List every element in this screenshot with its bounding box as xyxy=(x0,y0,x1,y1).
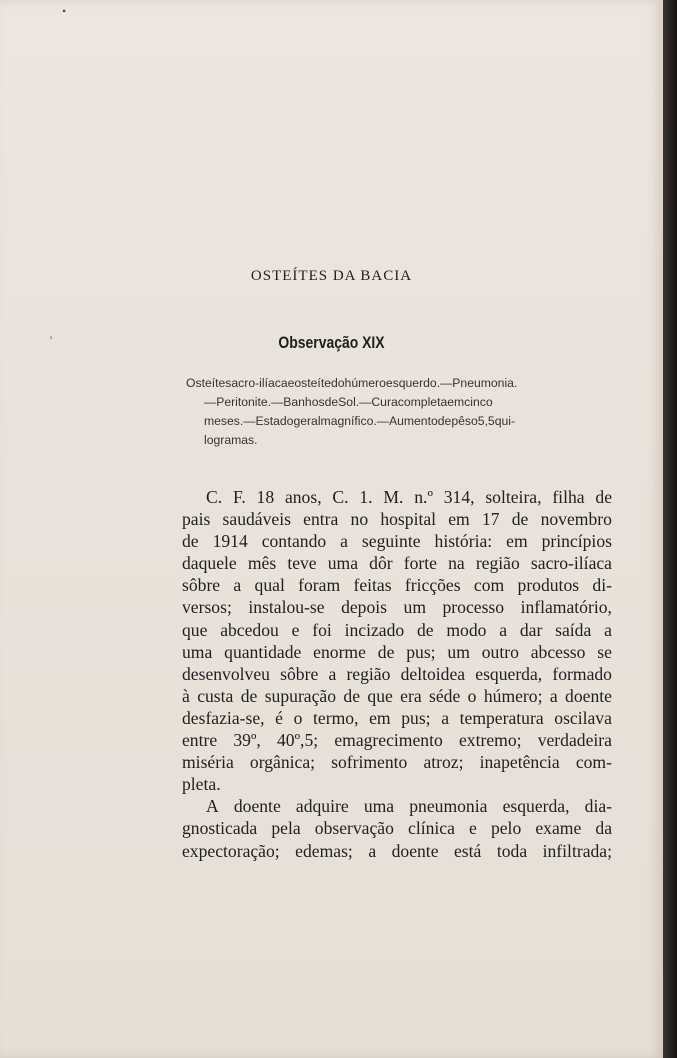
case-text xyxy=(182,486,612,862)
body-line: miséria orgânica; sofrimento atroz; inapetência com- xyxy=(182,752,612,773)
body-line: versos; instalou-se depois um processo inflamatório, xyxy=(182,597,612,618)
body-line: daquele mês teve uma dôr forte na região sacro-ilíaca xyxy=(182,553,612,574)
body-line: de 1914 contando a seguinte história: em princípios xyxy=(182,531,612,552)
body-line: expectoração; edemas; a doente está toda infiltrada; xyxy=(182,840,612,861)
body-line: à custa de supuração de que era séde o húmero; a doente xyxy=(182,685,612,706)
body-line: sôbre a qual foram feitas fricções com produtos di- xyxy=(182,575,612,596)
case-summary xyxy=(186,374,612,450)
page-speck: • xyxy=(62,4,67,18)
body-line: uma quantidade enorme de pus; um outro abcesso se xyxy=(182,641,612,662)
summary-line: logramas. xyxy=(204,433,258,447)
body-line: desenvolveu sôbre a região deltoidea esquerda, formado xyxy=(182,663,612,684)
summary-line: —Peritonite.—BanhosdeSol.—Curacompletaemcinco xyxy=(204,395,493,409)
body-line: que abcedou e foi incizado de modo a dar saída a xyxy=(182,619,612,640)
body-line: desfazia-se, é o termo, em pus; a temperatura oscilava xyxy=(182,707,612,728)
summary-line: Osteítesacro-ilíacaeosteítedohúmeroesquerdo.—Pneumonia. xyxy=(186,376,518,390)
summary-line: meses.—Estadogeralmagnífico.—Aumentodepêso5,5qui- xyxy=(204,414,516,428)
body-line: gnosticada pela observação clínica e pelo exame da xyxy=(182,818,612,839)
book-spine-edge xyxy=(663,0,677,1058)
body-line: A doente adquire uma pneumonia esquerda, dia- xyxy=(206,796,612,817)
observation-title: Observação XIX xyxy=(278,333,385,352)
body-line: pais saudáveis entra no hospital em 17 de novembro xyxy=(182,509,612,530)
page-speck: ' xyxy=(50,333,53,347)
body-line: pleta. xyxy=(182,774,221,795)
running-head: OSTEÍTES DA BACIA xyxy=(250,268,413,284)
body-line: entre 39º, 40º,5; emagrecimento extremo; verdadeira xyxy=(182,730,612,751)
body-line: C. F. 18 anos, C. 1. M. n.º 314, solteira, filha de xyxy=(206,487,612,507)
